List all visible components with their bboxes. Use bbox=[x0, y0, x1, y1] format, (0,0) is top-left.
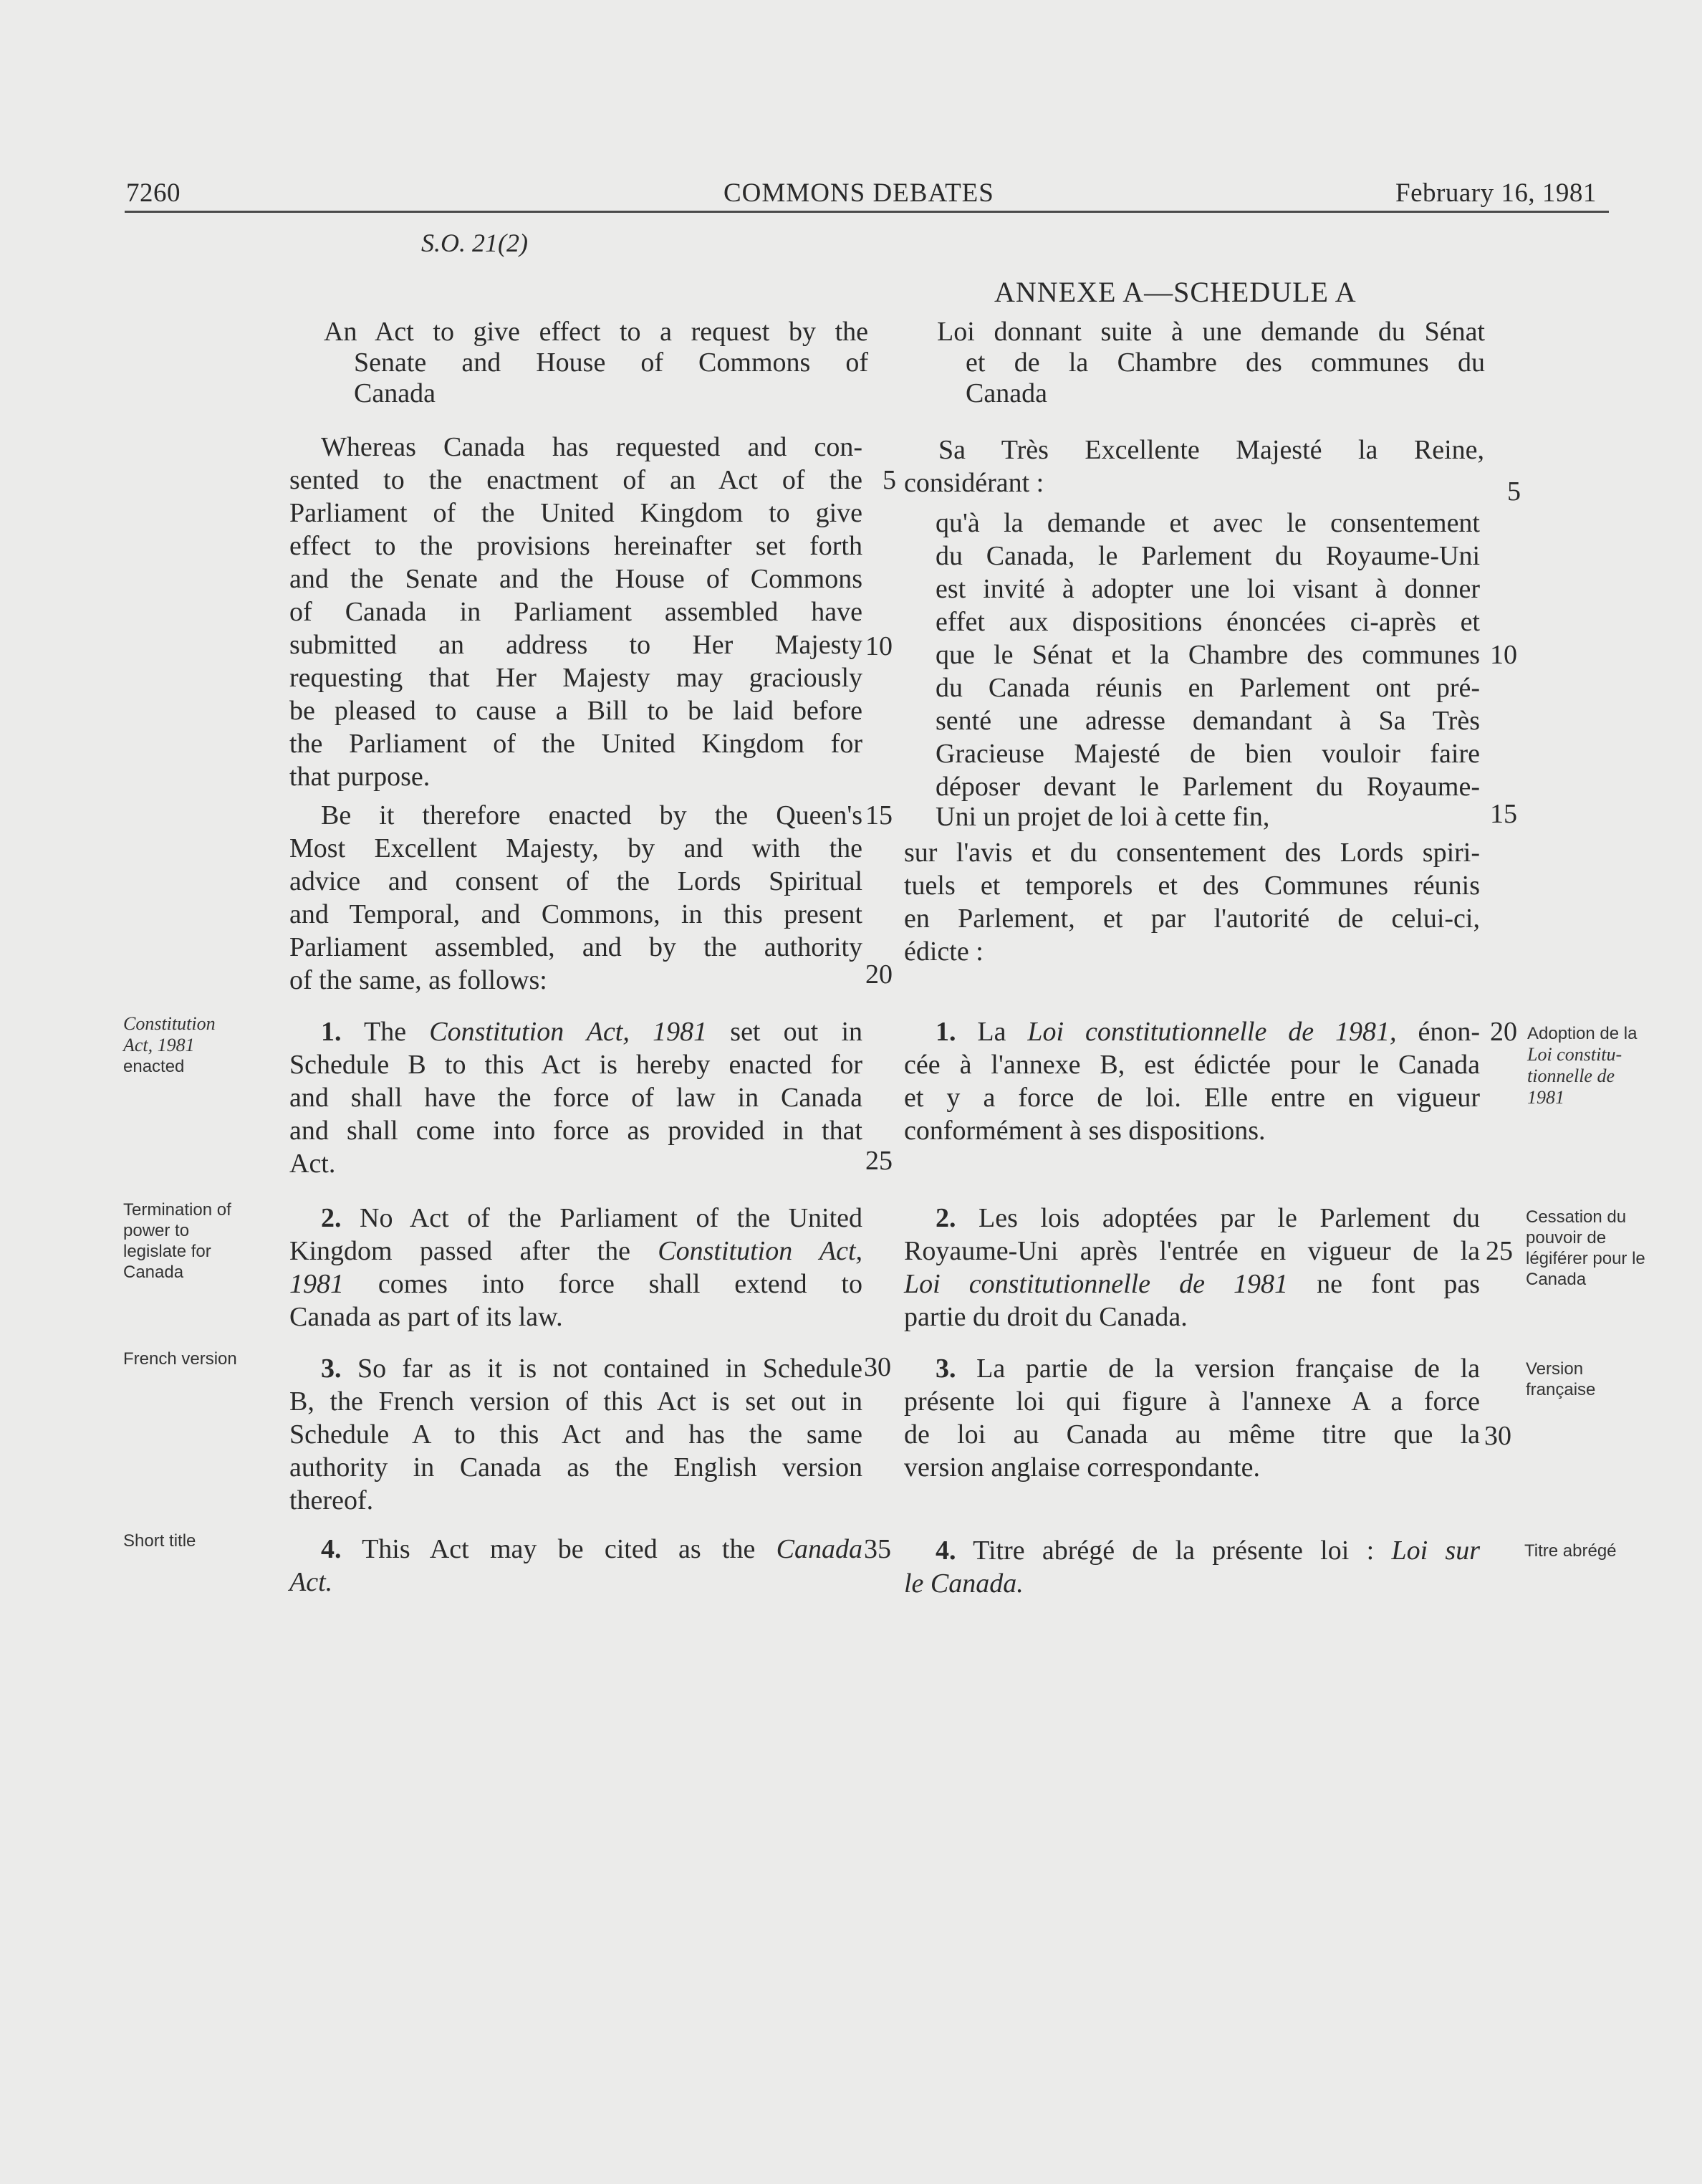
note-line: Constitution bbox=[123, 1013, 216, 1034]
text-line: Act. bbox=[289, 1149, 336, 1179]
note-line: française bbox=[1526, 1380, 1596, 1399]
text-line: sented to the enactment of an Act of the bbox=[289, 465, 862, 495]
line-number: 10 bbox=[1490, 640, 1517, 670]
text-line: and the Senate and the House of Commons bbox=[289, 564, 862, 594]
text-line: déposer devant le Parlement du Royaume- bbox=[936, 772, 1480, 802]
marginal-note-fr-4 bbox=[1524, 1541, 1617, 1561]
text-line: Schedule A to this Act and has the same bbox=[289, 1419, 862, 1450]
text-line: considérant : bbox=[904, 468, 1044, 498]
note-line: Canada bbox=[123, 1263, 184, 1282]
note-line: pouvoir de bbox=[1526, 1228, 1607, 1247]
text-line: 3. So far as it is not contained in Schedule bbox=[321, 1354, 862, 1384]
note-line: Titre abrégé bbox=[1524, 1541, 1617, 1561]
text-line: que le Sénat et la Chambre des communes bbox=[936, 640, 1480, 670]
text-line: Schedule B to this Act is hereby enacted for bbox=[289, 1050, 862, 1080]
line-number: 20 bbox=[1490, 1017, 1517, 1047]
marginal-note-fr-1 bbox=[1527, 1023, 1637, 1108]
text-line: Parliament of the United Kingdom to give bbox=[289, 498, 862, 528]
text-line: the Parliament of the United Kingdom for bbox=[289, 729, 862, 759]
line-number: 35 bbox=[864, 1534, 891, 1564]
note-line: légiférer pour le bbox=[1526, 1249, 1645, 1268]
text-line: be pleased to cause a Bill to be laid before bbox=[289, 696, 862, 726]
text-line: 4. This Act may be cited as the Canada bbox=[321, 1534, 862, 1564]
text-line: Act. bbox=[289, 1567, 333, 1597]
text-line: 3. La partie de la version française de la bbox=[936, 1354, 1480, 1384]
title-line: Senate and House of Commons of bbox=[354, 348, 868, 378]
note-line: Termination of bbox=[123, 1200, 231, 1220]
text-line: et y a force de loi. Elle entre en vigueur bbox=[904, 1083, 1480, 1113]
text-line: conformément à ses dispositions. bbox=[904, 1116, 1266, 1146]
marginal-note-fr-3 bbox=[1526, 1359, 1595, 1400]
marginal-note-en-1 bbox=[123, 1013, 216, 1077]
text-line: qu'à la demande et avec le consentement bbox=[936, 508, 1480, 538]
schedule-heading: ANNEXE A—SCHEDULE A bbox=[994, 276, 1357, 308]
note-line: power to bbox=[123, 1221, 190, 1240]
note-line: legislate for bbox=[123, 1242, 211, 1261]
text-line: 1981 comes into force shall extend to bbox=[289, 1269, 862, 1299]
text-line: Gracieuse Majesté de bien vouloir faire bbox=[936, 739, 1480, 769]
note-line: 1981 bbox=[1527, 1087, 1564, 1108]
title-line: Canada bbox=[966, 378, 1047, 408]
title-line: et de la Chambre des communes du bbox=[966, 348, 1485, 378]
french-title bbox=[937, 317, 1485, 409]
text-line: Most Excellent Majesty, by and with the bbox=[289, 833, 862, 863]
text-line: advice and consent of the Lords Spiritual bbox=[289, 866, 862, 896]
header-rule bbox=[125, 211, 1609, 213]
page-number: 7260 bbox=[126, 178, 181, 208]
text-line: partie du droit du Canada. bbox=[904, 1302, 1188, 1332]
page-date: February 16, 1981 bbox=[1395, 178, 1597, 208]
text-line: Whereas Canada has requested and con- bbox=[321, 432, 862, 462]
line-number: 25 bbox=[865, 1146, 893, 1176]
text-line: effect to the provisions hereinafter set forth bbox=[289, 531, 862, 561]
text-line: Kingdom passed after the Constitution Act, bbox=[289, 1236, 862, 1266]
text-line: en Parlement, et par l'autorité de celui-ci, bbox=[904, 904, 1480, 934]
text-line: requesting that Her Majesty may graciously bbox=[289, 663, 862, 693]
marginal-note-en-2 bbox=[123, 1199, 231, 1283]
text-line: sur l'avis et du consentement des Lords spiri- bbox=[904, 838, 1480, 868]
note-line: Version bbox=[1526, 1359, 1584, 1379]
line-number: 5 bbox=[883, 465, 896, 495]
publication-title: COMMONS DEBATES bbox=[723, 178, 994, 208]
title-line: An Act to give effect to a request by the bbox=[324, 317, 868, 347]
text-line: effet aux dispositions énoncées ci-après et bbox=[936, 607, 1480, 637]
text-line: and shall come into force as provided in that bbox=[289, 1116, 862, 1146]
line-number: 5 bbox=[1507, 476, 1521, 507]
marginal-note-en-4 bbox=[123, 1531, 196, 1551]
text-line: cée à l'annexe B, est édictée pour le Canada bbox=[904, 1050, 1480, 1080]
note-line: Adoption de la bbox=[1527, 1024, 1638, 1043]
text-line: est invité à adopter une loi visant à donner bbox=[936, 574, 1480, 604]
line-number: 15 bbox=[865, 800, 893, 830]
text-line: Be it therefore enacted by the Queen's bbox=[321, 800, 862, 830]
text-line: 1. La Loi constitutionnelle de 1981, énon- bbox=[936, 1017, 1480, 1047]
text-line: présente loi qui figure à l'annexe A a force bbox=[904, 1386, 1480, 1417]
text-line: submitted an address to Her Majesty bbox=[289, 630, 862, 660]
line-number: 10 bbox=[865, 631, 893, 661]
text-line: B, the French version of this Act is set out in bbox=[289, 1386, 862, 1417]
text-line: 2. Les lois adoptées par le Parlement du bbox=[936, 1203, 1480, 1233]
english-title bbox=[324, 317, 868, 409]
text-line: 4. Titre abrégé de la présente loi : Loi sur bbox=[936, 1536, 1480, 1566]
line-number: 20 bbox=[865, 959, 893, 990]
line-number: 30 bbox=[1484, 1421, 1511, 1451]
note-line: Canada bbox=[1526, 1270, 1587, 1289]
note-line: tionnelle de bbox=[1527, 1065, 1615, 1086]
text-line: senté une adresse demandant à Sa Très bbox=[936, 706, 1480, 736]
title-line: Canada bbox=[354, 378, 436, 408]
title-line: Loi donnant suite à une demande du Sénat bbox=[937, 317, 1485, 347]
text-line: authority in Canada as the English version bbox=[289, 1452, 862, 1483]
text-line: version anglaise correspondante. bbox=[904, 1452, 1260, 1483]
line-number: 25 bbox=[1486, 1236, 1513, 1266]
line-number: 30 bbox=[864, 1352, 891, 1382]
note-line: Short title bbox=[123, 1531, 196, 1551]
text-line: thereof. bbox=[289, 1485, 374, 1515]
text-line: and shall have the force of law in Canada bbox=[289, 1083, 862, 1113]
text-line: du Canada réunis en Parlement ont pré- bbox=[936, 673, 1480, 703]
text-line: Canada as part of its law. bbox=[289, 1302, 563, 1332]
note-line: enacted bbox=[123, 1057, 185, 1076]
text-line: 1. The Constitution Act, 1981 set out in bbox=[321, 1017, 863, 1047]
text-line: Loi constitutionnelle de 1981 ne font pas bbox=[904, 1269, 1480, 1299]
text-line: édicte : bbox=[904, 937, 984, 967]
text-line: of the same, as follows: bbox=[289, 965, 547, 995]
text-line: Royaume-Uni après l'entrée en vigueur de la bbox=[904, 1236, 1480, 1266]
text-line: tuels et temporels et des Communes réunis bbox=[904, 871, 1480, 901]
note-line: Act, 1981 bbox=[123, 1035, 195, 1055]
text-line: le Canada. bbox=[904, 1568, 1024, 1599]
text-line: de loi au Canada au même titre que la bbox=[904, 1419, 1480, 1450]
marginal-note-en-3 bbox=[123, 1349, 237, 1369]
text-line: of Canada in Parliament assembled have bbox=[289, 597, 862, 627]
text-line: Sa Très Excellente Majesté la Reine, bbox=[938, 435, 1484, 465]
text-line: du Canada, le Parlement du Royaume-Uni bbox=[936, 541, 1480, 571]
marginal-note-fr-2 bbox=[1526, 1207, 1645, 1290]
text-line: Uni un projet de loi à cette fin, bbox=[936, 802, 1270, 832]
note-line: Cessation du bbox=[1526, 1207, 1627, 1227]
text-line: and Temporal, and Commons, in this present bbox=[289, 899, 862, 929]
line-number: 15 bbox=[1490, 799, 1517, 829]
text-line: that purpose. bbox=[289, 762, 431, 792]
text-line: 2. No Act of the Parliament of the United bbox=[321, 1203, 862, 1233]
text-line: Parliament assembled, and by the authority bbox=[289, 932, 862, 962]
note-line: French version bbox=[123, 1349, 237, 1369]
note-line: Loi constitu- bbox=[1527, 1044, 1622, 1065]
standing-order: S.O. 21(2) bbox=[421, 229, 528, 257]
